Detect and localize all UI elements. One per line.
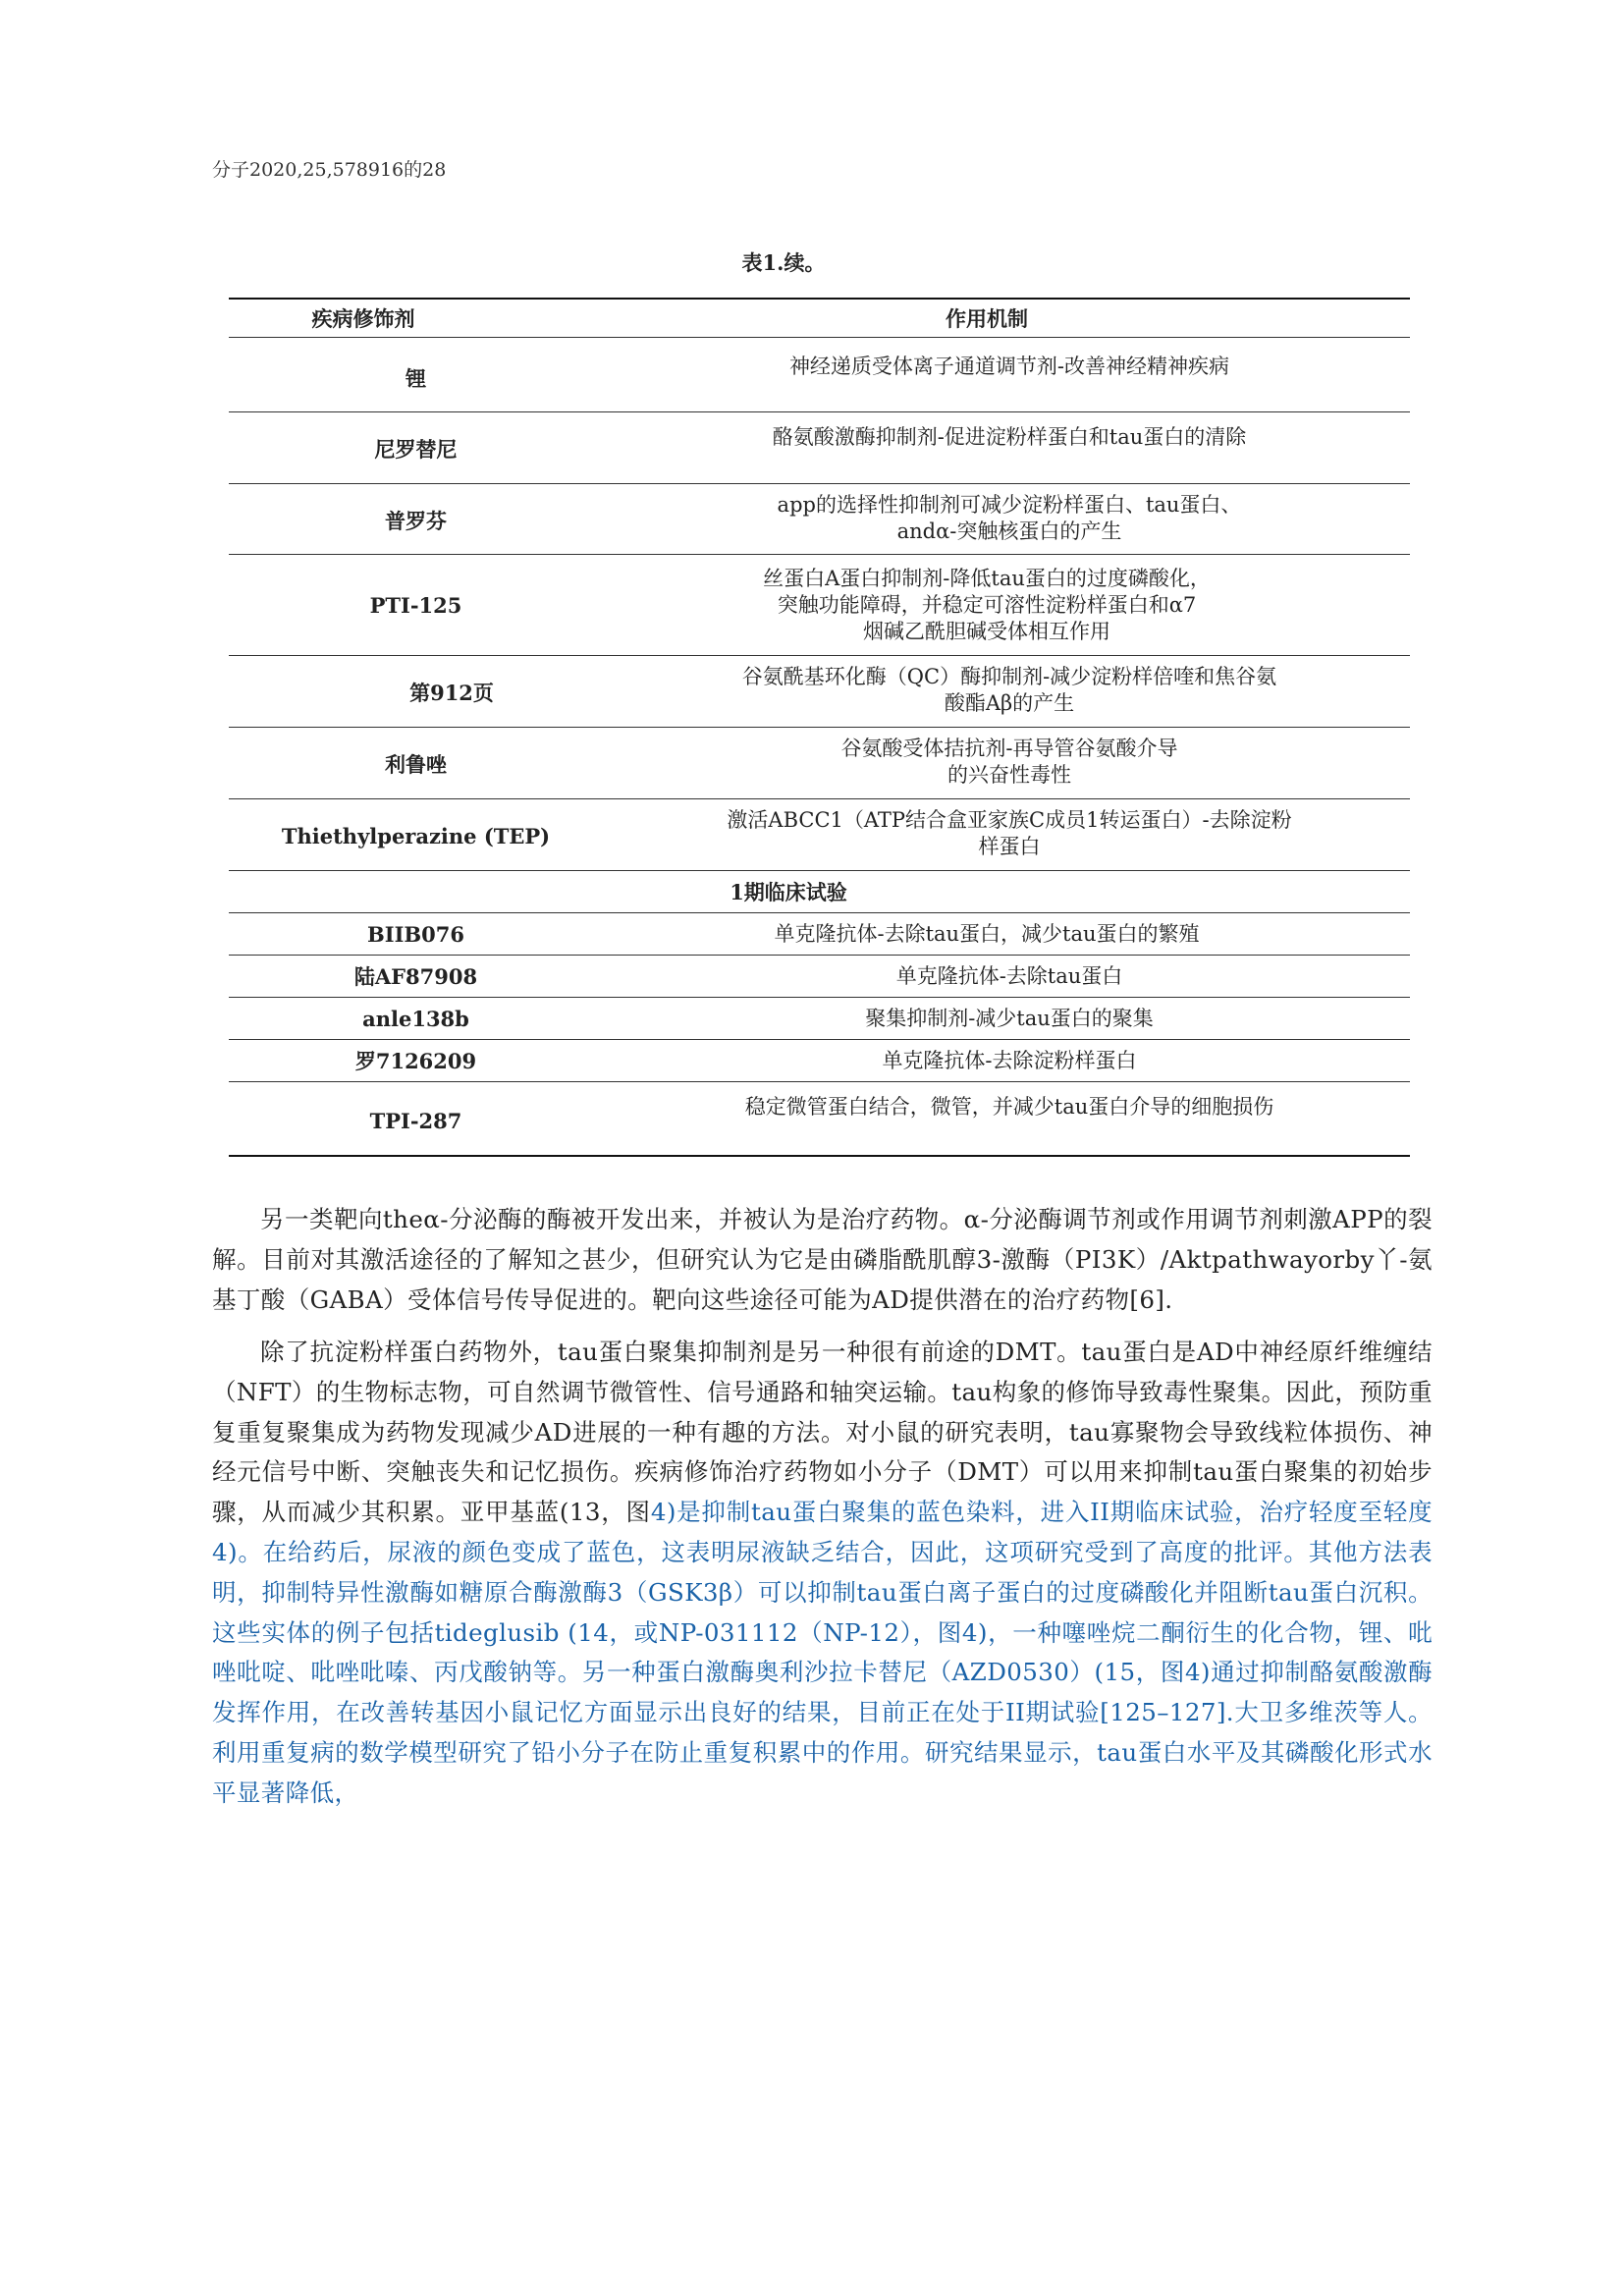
table-row-disease: TPI-287 xyxy=(369,1108,462,1133)
table-row-divider xyxy=(229,727,1410,728)
table-row-mechanism: 单克隆抗体-去除tau蛋白 xyxy=(895,963,1123,988)
table-row-divider xyxy=(229,483,1410,484)
table-row-mechanism: 稳定微管蛋白结合，微管，并减少tau蛋白介导的细胞损伤 xyxy=(744,1094,1274,1119)
column-header-mechanism: 作用机制 xyxy=(946,306,1028,331)
table-row-disease: Thiethylperazine (TEP) xyxy=(281,823,551,848)
table-row-mechanism: 单克隆抗体-去除淀粉样蛋白 xyxy=(882,1048,1137,1072)
table-row-disease: PTI-125 xyxy=(369,592,462,618)
table-row-mechanism: app的选择性抑制剂可减少淀粉样蛋白、tau蛋白、 andα-突触核蛋白的产生 xyxy=(777,493,1242,543)
table-row-divider xyxy=(229,798,1410,799)
table-row-disease: anle138b xyxy=(362,1006,469,1031)
table-row-mechanism: 酪氨酸激酶抑制剂-促进淀粉样蛋白和tau蛋白的清除 xyxy=(772,424,1247,449)
table-row-divider xyxy=(229,870,1410,871)
column-header-disease: 疾病修饰剂 xyxy=(311,306,415,331)
table-row-mechanism: 激活ABCC1（ATP结合盒亚家族C成员1转运蛋白）-去除淀粉 样蛋白 xyxy=(727,808,1292,858)
table-row-disease: BIIB076 xyxy=(367,921,464,947)
table-top-rule xyxy=(229,298,1410,300)
paragraph-text: 另一类靶向theα-分泌酶的酶被开发出来，并被认为是治疗药物。α-分泌酶调节剂或作用调节剂刺激APP的裂解。目前对其激活途径的了解知之甚少，但研究认为它是由磷脂酰肌醇3-激酶（PI3K）/Aktpathwayorby丫-氨基丁酸（GABA）受体信号传导促进的。靶向这些途径可能为AD提供潜在的治疗药物[6]. xyxy=(212,1205,1433,1314)
table-row-disease: 普罗芬 xyxy=(385,508,447,533)
body-paragraph-1 xyxy=(212,1200,1433,1320)
table-row-disease: 陆AF87908 xyxy=(353,963,478,989)
table-bottom-rule xyxy=(229,1155,1410,1157)
table-row-divider xyxy=(229,411,1410,412)
table-row-mechanism: 谷氨酸受体拮抗剂-再导管谷氨酸介导 的兴奋性毒性 xyxy=(840,737,1178,787)
paragraph-text xyxy=(212,1333,1433,1814)
table-row-mechanism: 神经递质受体离子通道调节剂-改善神经精神疾病 xyxy=(788,354,1230,378)
table-row-mechanism: 单克隆抗体-去除tau蛋白，减少tau蛋白的繁殖 xyxy=(774,921,1200,946)
body-paragraph-2 xyxy=(212,1333,1433,1814)
table-row-mechanism: 谷氨酰基环化酶（QC）酶抑制剂-减少淀粉样倍喹和焦谷氨 酸酯Aβ的产生 xyxy=(741,665,1277,715)
table-row-disease: 利鲁唑 xyxy=(385,751,447,777)
table-row-disease: 第912页 xyxy=(409,680,494,705)
table-row-mechanism: 聚集抑制剂-减少tau蛋白的聚集 xyxy=(865,1006,1154,1030)
table-row-divider xyxy=(229,1081,1410,1082)
paragraph-text-plain: 除了抗淀粉样蛋白药物外，tau蛋白聚集抑制剂是另一种很有前途的DMT。tau蛋白是AD中神经原纤维缠结（NFT）的生物标志物，可自然调节微管性、信号通路和轴突运输。tau构象的修饰导致毒性聚集。因此，预防重复重复聚集成为药物发现减少AD进展的一种有趣的方法。对小鼠的研究表明，tau寡聚物会导致线粒体损伤、神经元信号中断、突触丧失和记忆损伤。疾病修饰治疗药物如小分子（DMT）可以用来抑制tau蛋白聚集的初始步骤，从而减少其积累。亚甲基蓝(13，图 xyxy=(212,1338,1433,1527)
table-row-divider xyxy=(229,655,1410,656)
table-row-disease: 罗7126209 xyxy=(354,1048,477,1073)
table-row-disease: 锂 xyxy=(406,365,426,391)
table-row-mechanism: 丝蛋白A蛋白抑制剂-降低tau蛋白的过度磷酸化， 突触功能障碍，并稳定可溶性淀粉样蛋白和α7 烟碱乙酰胆碱受体相互作用 xyxy=(763,566,1211,643)
table-header-rule xyxy=(229,337,1410,338)
table-caption: 表1.续。 xyxy=(741,250,826,275)
table-row-disease: 尼罗替尼 xyxy=(374,436,458,462)
journal-citation: 分子2020,25,578916的28 xyxy=(212,159,447,181)
phase-section-label: 1期临床试验 xyxy=(730,879,847,904)
table-row-divider xyxy=(229,554,1410,555)
paragraph-text-linked[interactable]: 4)是抑制tau蛋白聚集的蓝色染料，进入II期临床试验，治疗轻度至轻度4)。在给药后，尿液的颜色变成了蓝色，这表明尿液缺乏结合，因此，这项研究受到了高度的批评。其他方法表明，抑制特异性激酶如糖原合酶激酶3（GSK3β）可以抑制tau蛋白离子蛋白的过度磷酸化并阻断tau蛋白沉积。这些实体的例子包括tideglusib (14，或NP-031112（NP-12），图4)，一种噻唑烷二酮衍生的化合物，锂、吡唑吡啶、吡唑吡嗪、丙戊酸钠等。另一种蛋白激酶奥利沙拉卡替尼（AZD0530）(15，图4)通过抑制酪氨酸激酶发挥作用，在改善转基因小鼠记忆方面显示出良好的结果，目前正在处于II期试验[125–127].大卫多维茨等人。利用重复病的数学模型研究了铅小分子在防止重复积累中的作用。研究结果显示，tau蛋白水平及其磷酸化形式水平显著降低， xyxy=(212,1498,1433,1807)
